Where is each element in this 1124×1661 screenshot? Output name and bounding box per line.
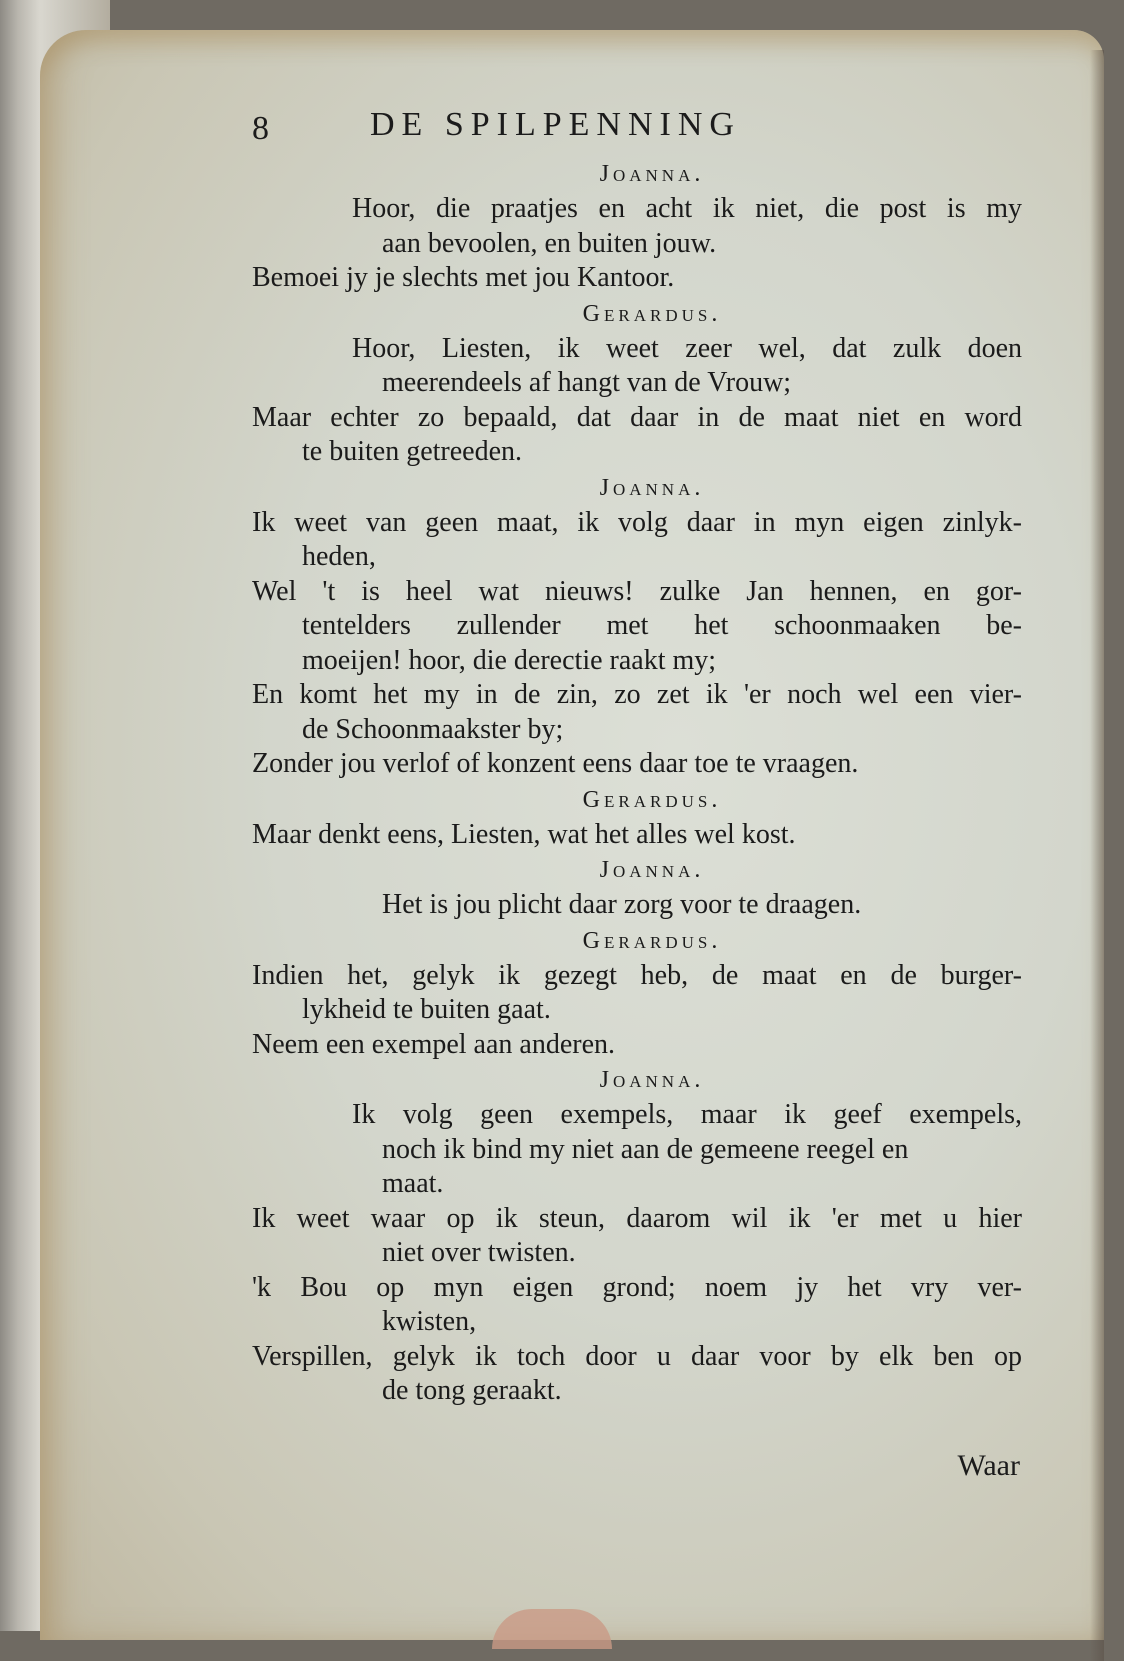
verse-line: 'k Bou op myn eigen grond; noem jy het vry ver-	[252, 1271, 1022, 1303]
verse-line: kwisten,	[382, 1306, 477, 1337]
verse-line: Wel 't is heel wat nieuws! zulke Jan hennen, en gor-	[252, 575, 1022, 607]
speaker-name: Gerardus.	[582, 300, 722, 327]
verse-line: tentelders zullender met het schoonmaaken be-	[302, 610, 1022, 641]
verse-line: noch ik bind my niet aan de gemeene reegel en	[382, 1133, 909, 1165]
verse-line: moeijen! hoor, die derectie raakt my;	[302, 644, 717, 676]
dialogue	[252, 156, 1022, 1409]
verse-line: Verspillen, gelyk ik toch door u daar voor by elk ben op	[252, 1340, 1022, 1372]
verse-line: Ik weet van geen maat, ik volg daar in myn eigen zinlyk-	[252, 506, 1022, 538]
page-edge-shadow	[1090, 50, 1104, 1661]
verse-line: Hoor, die praatjes en acht ik niet, die post is my	[352, 193, 1022, 224]
verse-line: niet over twisten.	[382, 1237, 576, 1268]
verse-line: meerendeels af hangt van de Vrouw;	[382, 367, 792, 398]
verse-line: Zonder jou verlof of konzent eens daar toe te vraagen.	[252, 748, 859, 779]
running-head	[252, 108, 1022, 156]
verse-line: lykheid te buiten gaat.	[302, 994, 551, 1025]
speaker-name: Joanna.	[599, 857, 705, 883]
book-title: DE SPILPENNING	[370, 106, 741, 143]
speaker-name: Gerardus.	[582, 927, 722, 954]
page-number: 8	[252, 110, 269, 147]
verse-line: Ik volg geen exempels, maar ik geef exempels,	[352, 1099, 1022, 1130]
verse-line: de Schoonmaakster by;	[302, 713, 564, 745]
verse-line: de tong geraakt.	[382, 1375, 562, 1406]
speaker-name: Joanna.	[599, 161, 705, 187]
verse-line: te buiten getreeden.	[302, 436, 523, 467]
verse-line: Ik weet waar op ik steun, daarom wil ik 'er met u hier	[252, 1202, 1022, 1234]
speaker-name: Gerardus.	[582, 786, 722, 813]
verse-line: Het is jou plicht daar zorg voor te draagen.	[382, 889, 862, 920]
verse-line: Maar denkt eens, Liesten, wat het alles wel kost.	[252, 818, 796, 850]
page-text	[252, 108, 1022, 1409]
verse-line: maat.	[382, 1168, 444, 1199]
speaker-name: Joanna.	[599, 474, 705, 501]
catchword: Waar	[957, 1449, 1020, 1482]
thumb	[492, 1609, 612, 1649]
verse-line: Maar echter zo bepaald, dat daar in de maat niet en word	[252, 401, 1022, 433]
verse-line: Bemoei jy je slechts met jou Kantoor.	[252, 262, 675, 293]
verse-line: aan bevoolen, en buiten jouw.	[382, 227, 717, 259]
verse-line: heden,	[302, 541, 376, 572]
verse-line: Hoor, Liesten, ik weet zeer wel, dat zulk doen	[352, 332, 1022, 364]
speaker-name: Joanna.	[599, 1067, 705, 1093]
verse-line: Indien het, gelyk ik gezegt heb, de maat en de burger-	[252, 959, 1022, 991]
verse-line: Neem een exempel aan anderen.	[252, 1028, 616, 1060]
verse-line: En komt het my in de zin, zo zet ik 'er noch wel een vier-	[252, 679, 1022, 710]
